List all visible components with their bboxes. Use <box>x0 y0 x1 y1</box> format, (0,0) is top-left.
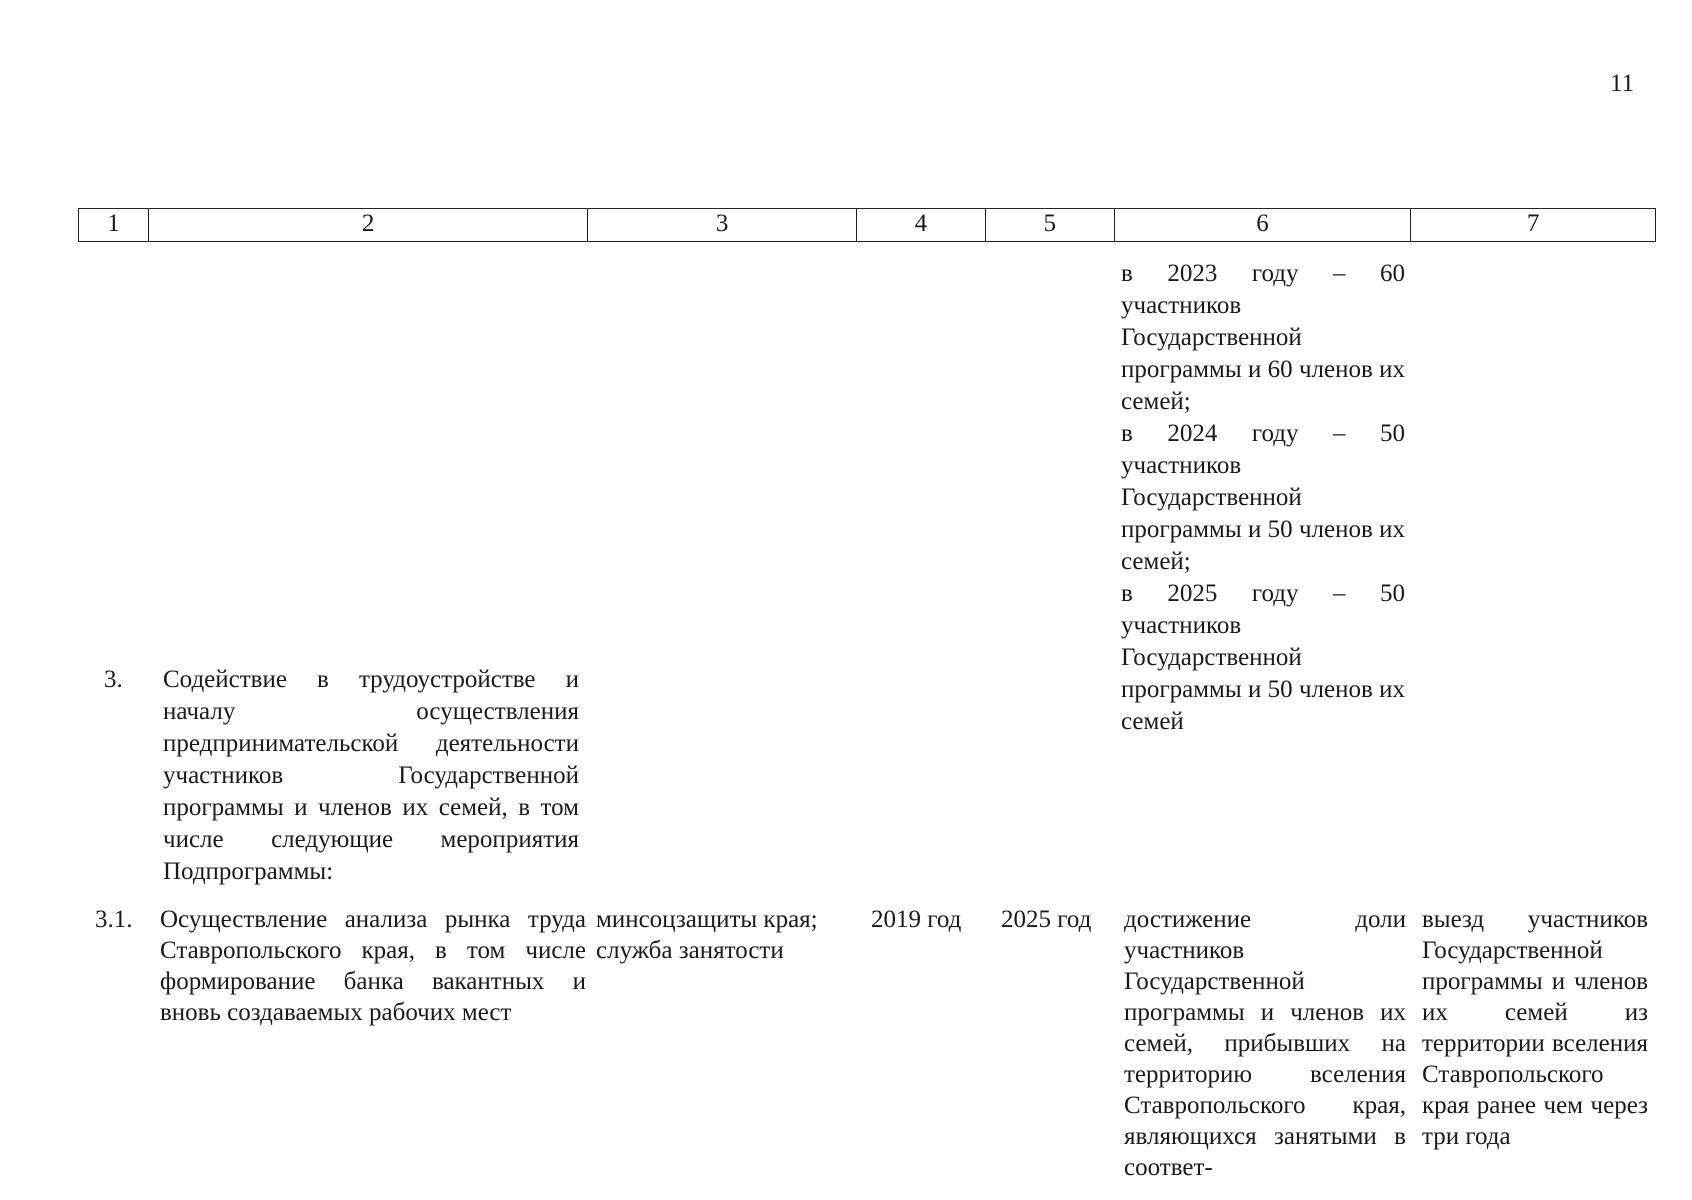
row-3-1-indicator: достижение доли участников Государственной программы и членов их семей, прибывших на территорию вселения Ставропольского края, являющихся занятыми в соответ- <box>1124 906 1406 1181</box>
column-number-6: 6 <box>1115 209 1412 241</box>
table-header-row <box>78 208 1656 242</box>
row-3-1-end: 2025 год <box>1001 906 1092 933</box>
row-3-text: Содействие в трудоустройстве и началу осуществления предпринимательской деятельности участников Государственной программы и членов их семей, в том числе следующие мероприятия Подпрограммы: <box>163 666 579 885</box>
row-3-1-start: 2019 год <box>871 906 962 933</box>
indicator-2023: в 2023 году – 60 участников Государственной программы и 60 членов их семей; <box>1121 260 1405 415</box>
row-3-1-number: 3.1. <box>95 906 133 933</box>
row-3-1-executor: минсоцзащиты края; служба занятости <box>596 906 818 964</box>
row-3-1-name: Осуществление анализа рынка труда Ставропольского края, в том числе формирование банка вакантных и вновь создаваемых рабочих мест <box>160 906 586 1026</box>
row-3-number: 3. <box>104 666 123 693</box>
column-number-3: 3 <box>588 209 857 241</box>
column-number-5: 5 <box>986 209 1115 241</box>
indicator-2024: в 2024 году – 50 участников Государственной программы и 50 членов их семей; <box>1121 420 1405 575</box>
row-3-1-risk: выезд участников Государственной программы и членов их семей из территории вселения Ставропольского края ранее чем через три года <box>1422 906 1648 1150</box>
column-number-7: 7 <box>1526 210 1540 237</box>
column-number-2: 2 <box>149 209 588 241</box>
page-number: 11 <box>1610 70 1635 97</box>
column-number-4: 4 <box>857 209 986 241</box>
indicator-2025: в 2025 году – 50 участников Государственной программы и 50 членов их семей <box>1121 580 1405 735</box>
indicator-continuation <box>1121 258 1405 738</box>
column-number-1: 1 <box>79 209 149 241</box>
